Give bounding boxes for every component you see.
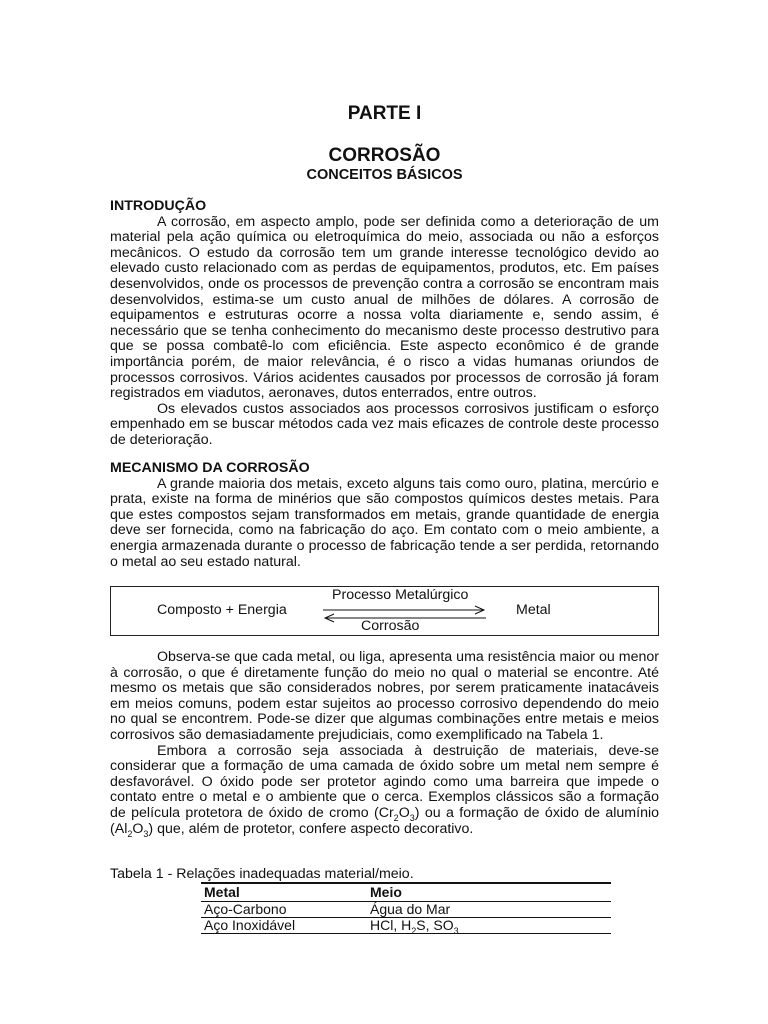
reverse-process-label: Corrosão <box>361 618 420 634</box>
table-cell-metal: Aço-Carbono <box>201 902 367 918</box>
table-header-metal: Metal <box>201 883 367 902</box>
introduction-paragraph-1: A corrosão, em aspecto amplo, pode ser definida como a deterioração de um material pela ação química ou eletroquímica do meio, associada ou não a esforços mecânicos. O estudo da corrosão tem um grande interesse tecnológico devido ao elevado custo relacionado com as perdas de equipamentos, produtos, etc. Em países desenvolvidos, onde os processos de prevenção contra a corrosão se encontram mais desenvolvidos, estima-se um custo anual de milhões de dólares. A corrosão de equipamentos e estruturas ocorre a nossa volta diariamente e, sendo assim, é necessário que se tenha conhecimento do mecanismo deste processo destrutivo para que se possa combatê-lo com eficiência. Este aspecto econômico é de grande importância porém, de maior relevância, é o risco a vidas humanas oriundos de processos corrosivos. Vários acidentes causados por processos de corrosão já foram registrados em viadutos, aeronaves, dutos enterrados, entre outros. <box>110 213 659 402</box>
discussion-paragraph-1: Observa-se que cada metal, ou liga, apresenta uma resistência maior ou menor à corrosão, o que é diretamente função do meio no qual o material se encontre. Até mesmo os metais que são considerados nobres, por serem praticamente inatacáveis em meios comuns, podem estar sujeitos ao processo corrosivo dependendo do meio no qual se encontrem. Pode-se dizer que algumas combinações entre metais e meios corrosivos são demasiadamente prejudiciais, como exemplificado na Tabela 1. <box>110 649 659 743</box>
introduction-paragraph-2: Os elevados custos associados aos processos corrosivos justificam o esforço empenhado em se buscar métodos cada vez mais eficazes de controle deste processo de deterioração. <box>110 400 659 448</box>
mechanism-heading: MECANISMO DA CORROSÃO <box>110 460 310 476</box>
table-cell-meio: Água do Mar <box>367 902 611 918</box>
introduction-section <box>110 199 659 449</box>
table-header-meio: Meio <box>367 883 611 902</box>
table-row <box>201 902 611 918</box>
part-heading: PARTE I <box>347 103 422 124</box>
reactant-label: Composto + Energia <box>157 602 287 618</box>
chapter-title: CORROSÃO <box>328 145 441 166</box>
chapter-subtitle: CONCEITOS BÁSICOS <box>306 167 463 183</box>
introduction-heading: INTRODUÇÃO <box>110 198 207 214</box>
discussion-paragraph-2: Embora a corrosão seja associada à destruição de materiais, deve-se considerar que a formação de uma camada de óxido sobre um metal nem sempre é desfavorável. O óxido pode ser protetor agindo como uma barreira que impede o contato entre o metal e o ambiente que o cerca. Exemplos clássicos são a formação de película protetora de óxido de cromo $(Cr_2O_3)$ ou a formação de óxido de alumínio $(Al_2O_3)$ que, além de protetor, confere aspecto decorativo. <box>110 742 659 839</box>
product-label: Metal <box>516 602 551 618</box>
material-environment-table <box>201 882 611 934</box>
discussion-section <box>110 650 659 837</box>
mechanism-section <box>110 461 659 570</box>
table-cell-metal: Aço Inoxidável <box>201 918 367 934</box>
forward-process-label: Processo Metalúrgico <box>332 587 469 603</box>
table-caption: Tabela 1 - Relações inadequadas material/meio. <box>110 866 414 882</box>
table-header-row <box>201 883 611 902</box>
reaction-box <box>110 586 659 636</box>
mechanism-paragraph: A grande maioria dos metais, exceto alguns tais como ouro, platina, mercúrio e prata, existe na forma de minérios que são compostos químicos destes metais. Para que estes compostos sejam transformados em metais, grande quantidade de energia deve ser fornecida, como na fabricação do aço. Em contato com o meio ambiente, a energia armazenada durante o processo de fabricação tende a ser perdida, retornando o metal ao seu estado natural. <box>110 475 659 570</box>
table-cell-meio: HCl, $H_2S$, $SO_3$ <box>367 918 611 934</box>
reverse-arrow-icon <box>323 613 486 623</box>
table-row <box>201 918 611 934</box>
